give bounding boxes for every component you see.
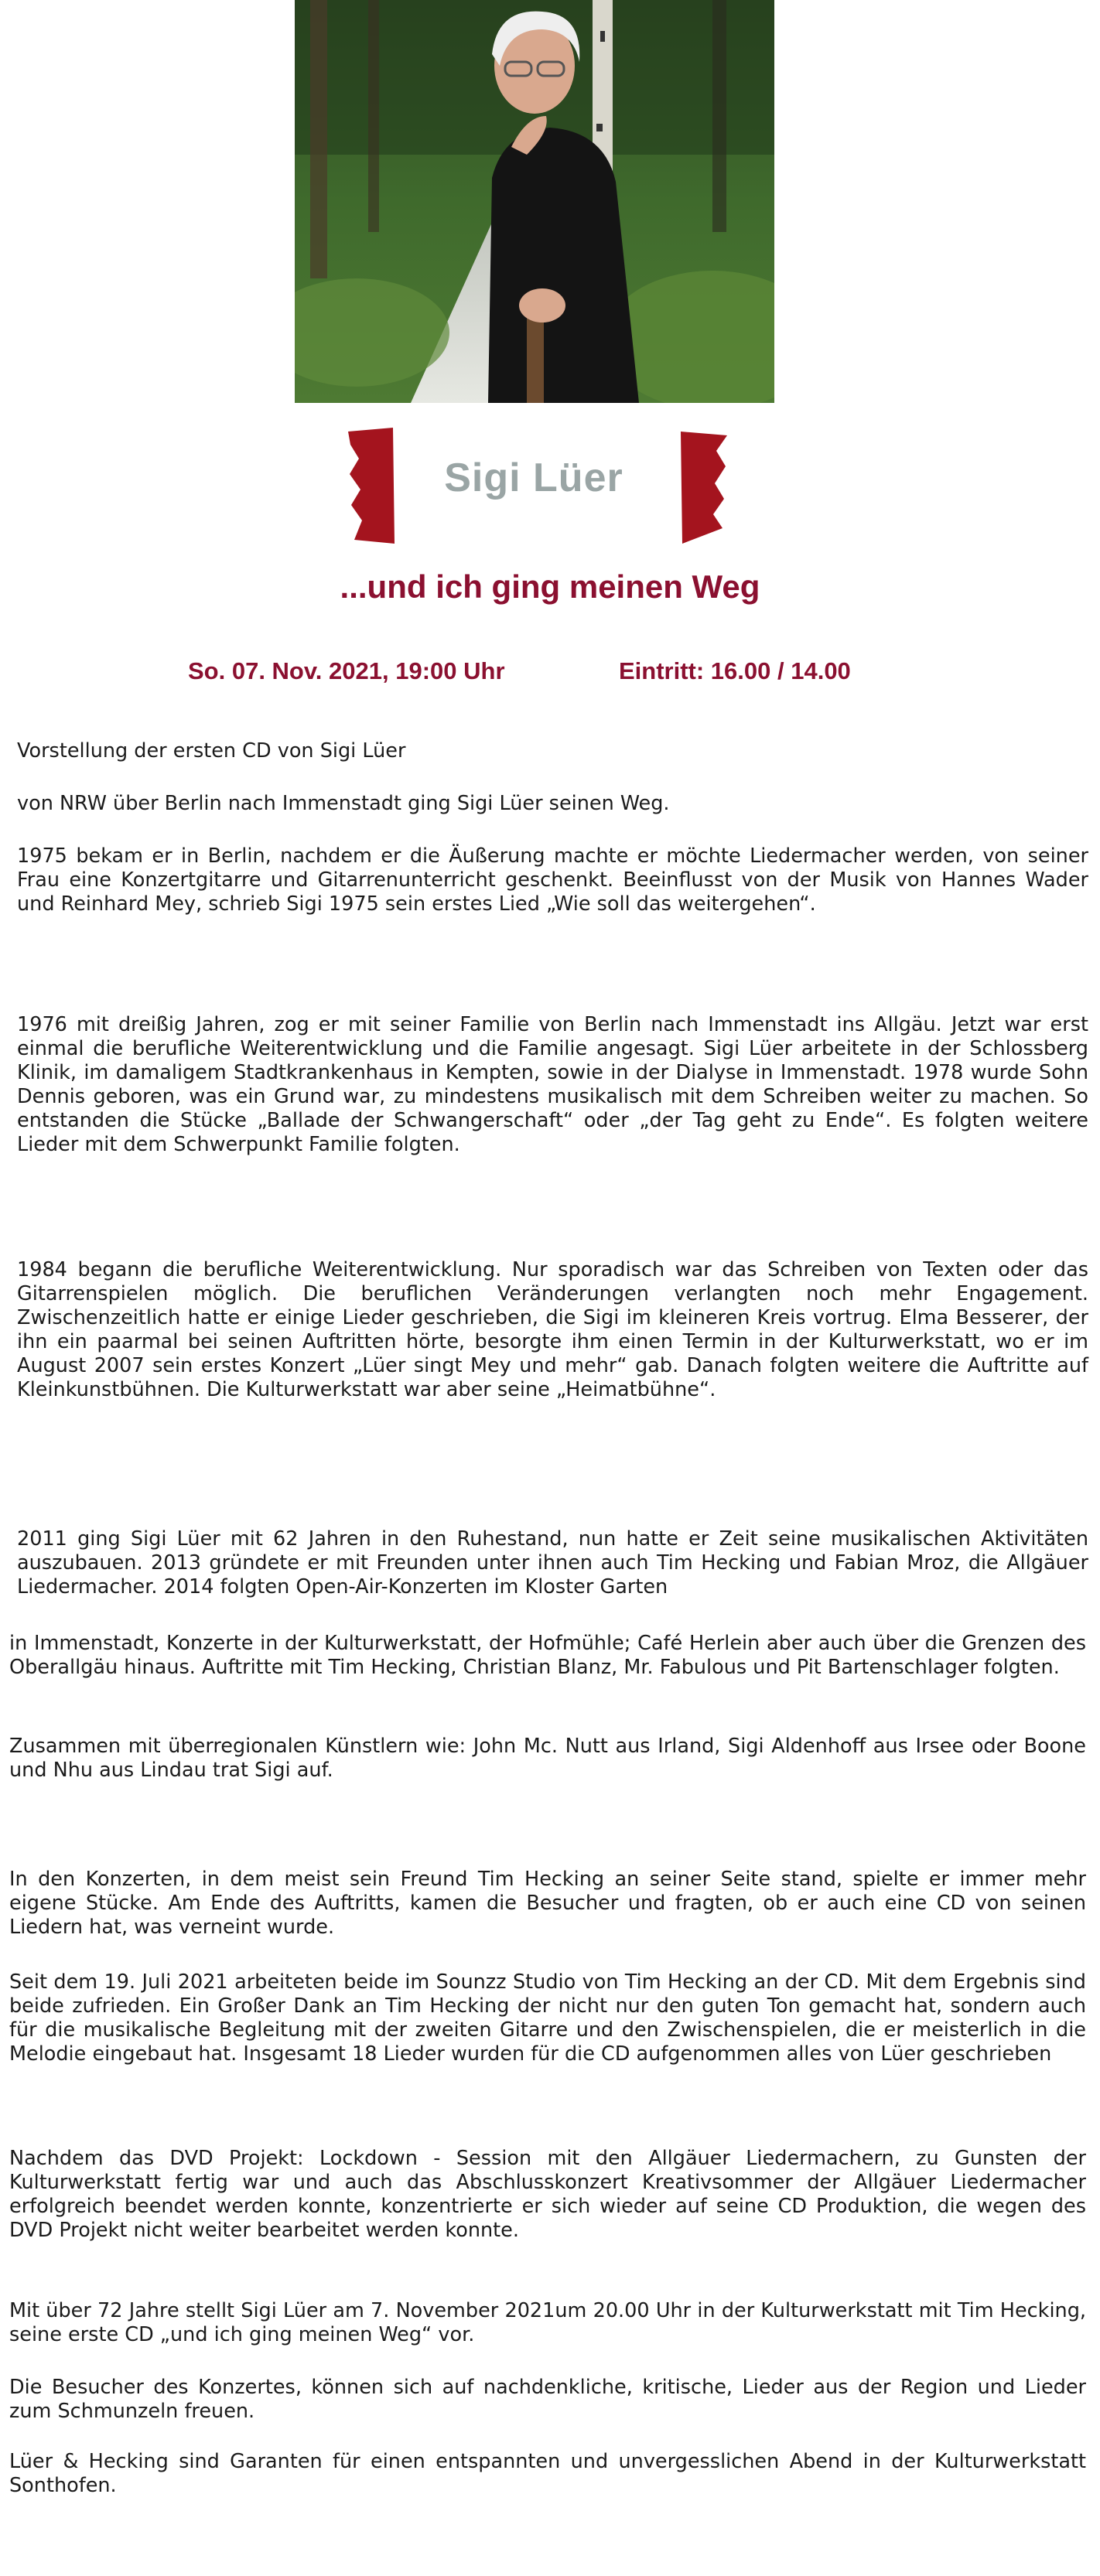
event-entry-price: Eintritt: 16.00 / 14.00	[619, 657, 851, 684]
artist-name: Sigi Lüer	[444, 455, 623, 500]
paragraph-dvd-projekt: Nachdem das DVD Projekt: Lockdown - Session mit den Allgäuer Liedermachern, zu Gunsten der Kulturwerkstatt fertig war und auch das Abschlusskonzert Kreativsommer der Allgäuer Liedermacher erfolgreich beendet werden konnte, konzentrierte er sich wieder auf seine CD Produktion, die wegen des DVD Projekt nicht weiter bearbeitet werden konnte.	[9, 2147, 1086, 2242]
paragraph-kuenstler: Zusammen mit überregionalen Künstlern wie: John Mc. Nutt aus Irland, Sigi Aldenhoff aus Irsee oder Boone und Nhu aus Lindau trat Sigi auf.	[9, 1735, 1086, 1782]
paragraph-cd-vorstellung: Mit über 72 Jahre stellt Sigi Lüer am 7. November 2021um 20.00 Uhr in der Kulturwerkstatt mit Tim Hecking, seine erste CD „und ich ging meinen Weg“ vor.	[9, 2299, 1086, 2346]
paragraph-route: von NRW über Berlin nach Immenstadt ging Sigi Lüer seinen Weg.	[17, 792, 670, 815]
paragraph-2011: 2011 ging Sigi Lüer mit 62 Jahren in den Ruhestand, nun hatte er Zeit seine musikalischen Aktivitäten auszubauen. 2013 gründete er mit Freunden unter ihnen auch Tim Hecking und Fabian Mroz, die Allgäuer Liedermacher. 2014 folgten Open-Air-Konzerten im Kloster Garten	[17, 1527, 1088, 1598]
event-date: So. 07. Nov. 2021, 19:00 Uhr	[188, 657, 505, 684]
paragraph-1975: 1975 bekam er in Berlin, nachdem er die Äußerung machte er möchte Liedermacher werden, von seiner Frau eine Konzertgitarre und Gitarrenunterricht geschenkt. Beeinflusst von der Musik von Hannes Wader und Reinhard Mey, schrieb Sigi 1975 sein erstes Lied „Wie soll das weitergehen“.	[17, 844, 1088, 916]
artist-photo-illustration	[295, 0, 774, 403]
paragraph-studio: Seit dem 19. Juli 2021 arbeiteten beide im Sounzz Studio von Tim Hecking an der CD. Mit dem Ergebnis sind beide zufrieden. Ein Großer Dank an Tim Hecking der nicht nur den guten Ton gemacht hat, sondern auch für die musikalische Begleitung mit der zweiten Gitarre und den Zwischenspielen, die er meisterlich in die Melodie eingebaut hat. Insgesamt 18 Lieder wurden für die CD aufgenommen alles von Lüer geschrieben	[9, 1970, 1086, 2066]
paragraph-konzerte: In den Konzerten, in dem meist sein Freund Tim Hecking an seiner Seite stand, spielte er immer mehr eigene Stücke. Am Ende des Auftritts, kamen die Besucher und fragten, ob er auch eine CD von seinen Liedern hat, was verneint wurde.	[9, 1868, 1086, 1939]
paragraph-besucher: Die Besucher des Konzertes, können sich auf nachdenkliche, kritische, Lieder aus der Region und Lieder zum Schmunzeln freuen.	[9, 2376, 1086, 2423]
paragraph-intro: Vorstellung der ersten CD von Sigi Lüer	[17, 739, 406, 763]
paragraph-1976: 1976 mit dreißig Jahren, zog er mit seiner Familie von Berlin nach Immenstadt ins Allgäu. Jetzt war erst einmal die berufliche Weiterentwicklung und die Familie angesagt. Sigi Lüer arbeitete in der Schlossberg Klinik, im damaligem Stadtkrankenhaus in Kempten, sowie in der Dialyse in Immenstadt. 1978 wurde Sohn Dennis geboren, was ein Grund war, zu mindestens musikalisch mit dem Schreiben weiter zu machen. So entstanden die Stücke „Ballade der Schwangerschaft“ oder „der Tag geht zu Ende“. Es folgten weitere Lieder mit dem Schwerpunkt Familie folgten.	[17, 1013, 1088, 1156]
paragraph-garanten: Lüer & Hecking sind Garanten für einen entspannten und unvergesslichen Abend in der Kulturwerkstatt Sonthofen.	[9, 2450, 1086, 2497]
event-subtitle: ...und ich ging meinen Weg	[340, 568, 760, 605]
artist-photo	[295, 0, 774, 403]
paragraph-1984: 1984 begann die berufliche Weiterentwicklung. Nur sporadisch war das Schreiben von Texten oder das Gitarrenspielen möglich. Die beruflichen Veränderungen verlangten noch mehr Engagement. Zwischenzeitlich hatte er einige Lieder geschrieben, die Sigi im kleineren Kreis vortrug. Elma Besserer, der ihn ein paarmal bei seinen Auftritten hörte, besorgte ihm einen Termin in der Kulturwerkstatt, wo er im August 2007 sein erstes Konzert „Lüer singt Mey und mehr“ gab. Danach folgten weitere die Auftritte auf Kleinkunstbühnen. Die Kulturwerkstatt war aber seine „Heimatbühne“.	[17, 1258, 1088, 1401]
paragraph-immenstadt: in Immenstadt, Konzerte in der Kulturwerkstatt, der Hofmühle; Café Herlein aber auch über die Grenzen des Oberallgäu hinaus. Auftritte mit Tim Hecking, Christian Blanz, Mr. Fabulous und Pit Bartenschlager folgten.	[9, 1632, 1086, 1679]
